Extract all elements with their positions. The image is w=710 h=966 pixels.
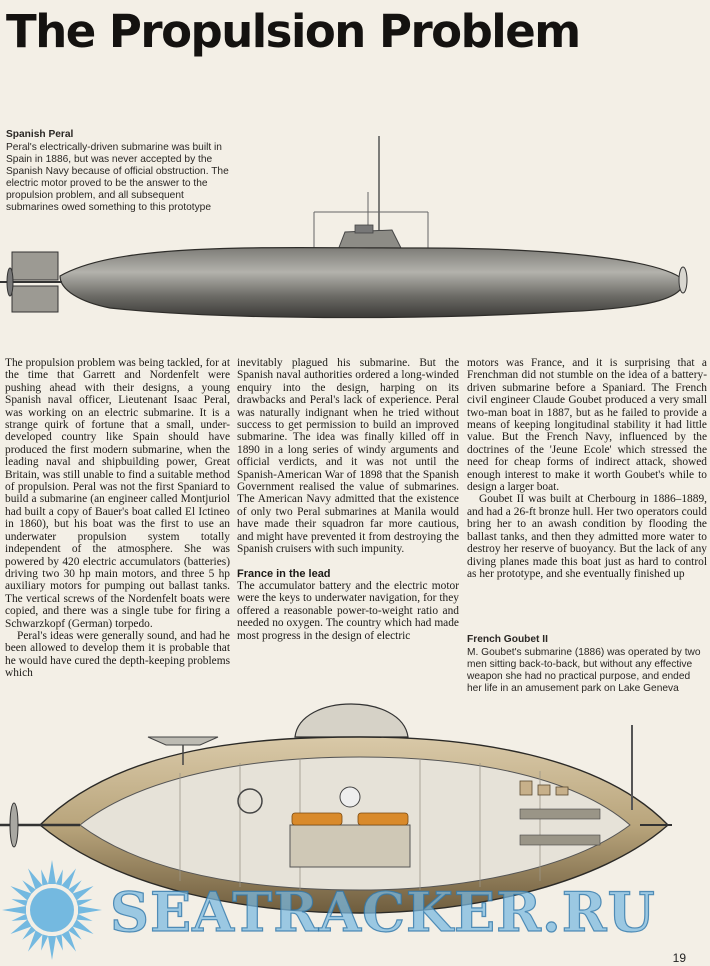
page-title: The Propulsion Problem [6,5,580,58]
col3-paragraph-2: Goubet II was built at Cherbourg in 1886–1889, and had a 26-ft bronze hull. Her two operators could bring her to an awash condition by flooding the ballast tanks, and then they admitted more water to destroy her reserve of buoyancy. But the lack of any diving planes made this boat just as hard to control as her prototype, and she eventually finished up [467,493,707,580]
section-subhead: France in the lead [237,567,331,580]
peral-caption-text: Peral's electrically-driven submarine was built in Spain in 1886, but was never accepted by the Spanish Navy because of official obstruction. The electric motor proved to be the answer to the propulsion problem, and all subsequent submarines owed something to this prototype [6,142,229,213]
peral-caption [6,129,234,214]
col3-paragraph-1: motors was France, and it is surprising that a Frenchman did not stumble on the idea of a battery-driven submarine before a Spaniard. The French civil engineer Claude Goubet produced a very small two-man boat in 1887, but as he failed to provide a means of keeping longitudinal stability it had little value. But the French Navy, influenced by the doctrines of the 'Jeune Ecole' which stressed the need for cheap forms of indirect attack, showed enough interest to make it worth Goubet's while to design a larger boat. [467,357,707,494]
col2-paragraph-2: The accumulator battery and the electric motor were the keys to underwater navigation, for they offered a reasonable power-to-weight ratio and needed no oxygen. The country which had made most progress in the design of electric [237,579,459,642]
text-column-3 [467,357,707,580]
text-column-2 [237,357,459,642]
page-number: 19 [672,951,686,965]
watermark-text: SEATRACKER.RU [110,880,656,944]
col2-paragraph-1: inevitably plagued his submarine. But the Spanish naval authorities ordered a long-winded enquiry into the design, harping on its drawbacks and Peral's lack of experience. Peral was naturally indignant when he tried without success to get permission to build an improved submarine. The idea was finally killed off in 1890 in a long series of windy arguments and official verdicts, and it was not until the Spanish-American War of 1898 that the Spanish Government realised the value of submarines. The American Navy admitted that the existence of only two Peral submarines at Manila would have made their squadron far more cautious, and might have prevented it from destroying the Spanish cruisers with such impunity. [237,357,459,556]
peral-caption-heading: Spanish Peral [6,129,74,140]
goubet-caption-text: M. Goubet's submarine (1886) was operated by two men sitting back-to-back, but without any effective weapon she had no practical purpose, and ended her life in an amusement park on Lake Geneva [467,647,701,694]
col1-paragraph-2: Peral's ideas were generally sound, and had he been allowed to develop them it is probable that he would have cured the depth-keeping problems which [5,629,230,680]
text-column-1 [5,357,230,680]
col1-paragraph-1: The propulsion problem was being tackled, for at the time that Garrett and Nordenfelt were pushing ahead with their designs, a young Spanish naval officer, Lieutenant Isaac Peral, was working on an electric submarine. It is a strange quirk of fortune that a small, under-developed country like Spain should have produced the first modern submarine, when the leading naval and shipbuilding power, Great Britain, was still unable to find a suitable method of propulsion. Peral was not the first Spaniard to build a submarine (an engineer called Montjuriol had built a copy of Bauer's boat called El Ictineo in 1860), but his boat was the first to use an underwater propulsion system totally independent of the atmosphere. She was powered by 420 electric accumulators (batteries) driving two 30 hp main motors, and three 5 hp auxiliary motors for pumping out ballast tanks. The vertical screws of the Nordenfelt boats were copied, and there was a single tube for firing a Schwarzkopf (German) torpedo. [5,357,230,630]
goubet-caption-heading: French Goubet II [467,634,548,645]
